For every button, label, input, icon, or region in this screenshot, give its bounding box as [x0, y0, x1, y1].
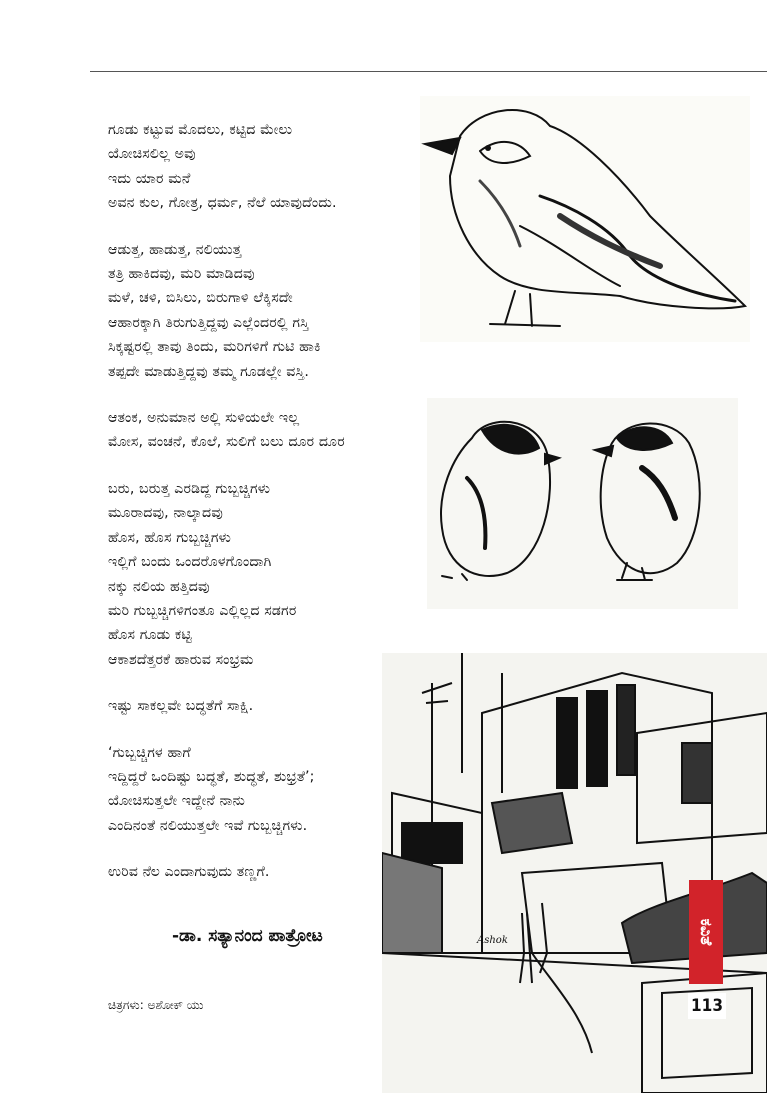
poem-line: ಮಳೆ, ಚಳಿ, ಬಿಸಿಲು, ಬಿರುಗಾಳಿ ಲೆಕ್ಕಿಸದೇ — [108, 290, 293, 307]
poem-line: ಯೋಚಿಸುತ್ತಲೇ ಇದ್ದೇನೆ ನಾನು — [108, 793, 245, 810]
poem-stanza — [108, 118, 428, 216]
poem-line: ‘ಗುಬ್ಬಚ್ಚಿಗಳ ಹಾಗೆ — [108, 744, 191, 761]
poem-body — [108, 118, 428, 907]
poem-line: ಆಹಾರಕ್ಕಾಗಿ ತಿರುಗುತ್ತಿದ್ದವು ಎಲ್ಲೆಂದರಲ್ಲಿ ಗಸ್ತಿ — [108, 314, 309, 331]
poem-line: ಮೂರಾದವು, ನಾಲ್ಕಾದವು — [108, 505, 223, 522]
poem-line: ಆತಂಕ, ಅನುಮಾನ ಅಲ್ಲಿ ಸುಳಿಯಲೇ ಇಲ್ಲ — [108, 410, 300, 427]
poem-line: ತಪ್ಪದೇ ಮಾಡುತ್ತಿದ್ದವು ತಮ್ಮ ಗೂಡಲ್ಲೇ ವಸ್ತಿ. — [108, 363, 309, 380]
poem-stanza — [108, 694, 428, 718]
poem-stanza — [108, 741, 428, 839]
section-tab-label: ಕವಿತೆ — [697, 918, 716, 946]
poem-stanza — [108, 238, 428, 384]
poem-line: ಇದ್ದಿದ್ದರೆ ಒಂದಿಷ್ಟು ಬದ್ಧತೆ, ಶುದ್ಧತೆ, ಶುಭ್ರತೆ’; — [108, 768, 315, 785]
poem-line: ನಕ್ಕು ನಲಿಯ ಹತ್ತಿದವು — [108, 578, 210, 595]
two-sparrows-illustration — [427, 398, 738, 609]
sparrow-perched-illustration — [420, 96, 750, 342]
poem-line: ಇಲ್ಲಿಗೆ ಬಂದು ಒಂದರೊಳಗೊಂದಾಗಿ — [108, 554, 272, 571]
poem-line: ಹೊಸ ಗೂಡು ಕಟ್ಟಿ — [108, 627, 192, 644]
poem-line: ಉರಿವ ನೆಲ ಎಂದಾಗುವುದು ತಣ್ಣಗೆ. — [108, 864, 270, 881]
poem-line: ತತ್ರಿ ಹಾಕಿದವು, ಮರಿ ಮಾಡಿದವು — [108, 266, 255, 283]
sketch-signature: Ashok — [477, 935, 508, 946]
poem-stanza — [108, 477, 428, 672]
street-sketch-illustration — [382, 653, 767, 1093]
page-number: 113 — [688, 993, 726, 1019]
poem-line: ಯೋಚಿಸಲಿಲ್ಲ ಅವು — [108, 146, 196, 163]
poem-line: ಆಕಾಶದೆತ್ತರಕೆ ಹಾರುವ ಸಂಭ್ರಮ — [108, 651, 254, 668]
poem-line: ಮೋಸ, ವಂಚನೆ, ಕೊಲೆ, ಸುಲಿಗೆ ಬಲು ದೂರ ದೂರ — [108, 434, 345, 451]
poem-line: ಆಡುತ್ತ, ಹಾಡುತ್ತ, ನಲಿಯುತ್ತ — [108, 241, 242, 258]
poem-line: ಇದು ಯಾರ ಮನೆ — [108, 170, 191, 187]
poem-stanza — [108, 860, 428, 884]
header-rule — [90, 71, 767, 72]
poem-line: ಗೂಡು ಕಟ್ಟುವ ಮೊದಲು, ಕಟ್ಟಿದ ಮೇಲು — [108, 122, 293, 138]
poem-line: ಇಷ್ಟು ಸಾಕಲ್ಲವೇ ಬದ್ಧತೆಗೆ ಸಾಕ್ಷಿ. — [108, 698, 254, 715]
poem-line: ಹೊಸ, ಹೊಸ ಗುಬ್ಬಚ್ಚಿಗಳು — [108, 529, 231, 546]
poem-author: -ಡಾ. ಸತ್ಯಾನಂದ ಪಾತ್ರೋಟ — [172, 926, 323, 946]
illustration-credit: ಚಿತ್ರಗಳು: ಅಶೋಕ್ ಯು — [108, 998, 204, 1012]
poem-stanza — [108, 406, 428, 455]
poem-line: ಮರಿ ಗುಬ್ಬಚ್ಚಿಗಳಿಗಂತೂ ಎಲ್ಲಿಲ್ಲದ ಸಡಗರ — [108, 602, 297, 619]
poem-line: ಸಿಕ್ಕಷ್ಟರಲ್ಲಿ ತಾವು ತಿಂದು, ಮರಿಗಳಿಗೆ ಗುಟಿ ಹಾಕಿ — [108, 339, 321, 356]
poem-line: ಬರು, ಬರುತ್ತ ಎರಡಿದ್ದ ಗುಬ್ಬಚ್ಚಿಗಳು — [108, 480, 271, 497]
poem-line: ಎಂದಿನಂತೆ ನಲಿಯುತ್ತಲೇ ಇವೆ ಗುಬ್ಬಚ್ಚಿಗಳು. — [108, 817, 308, 834]
poem-line: ಅವನ ಕುಲ, ಗೋತ್ರ, ಧರ್ಮ, ನೆಲೆ ಯಾವುದೆಂದು. — [108, 195, 337, 212]
